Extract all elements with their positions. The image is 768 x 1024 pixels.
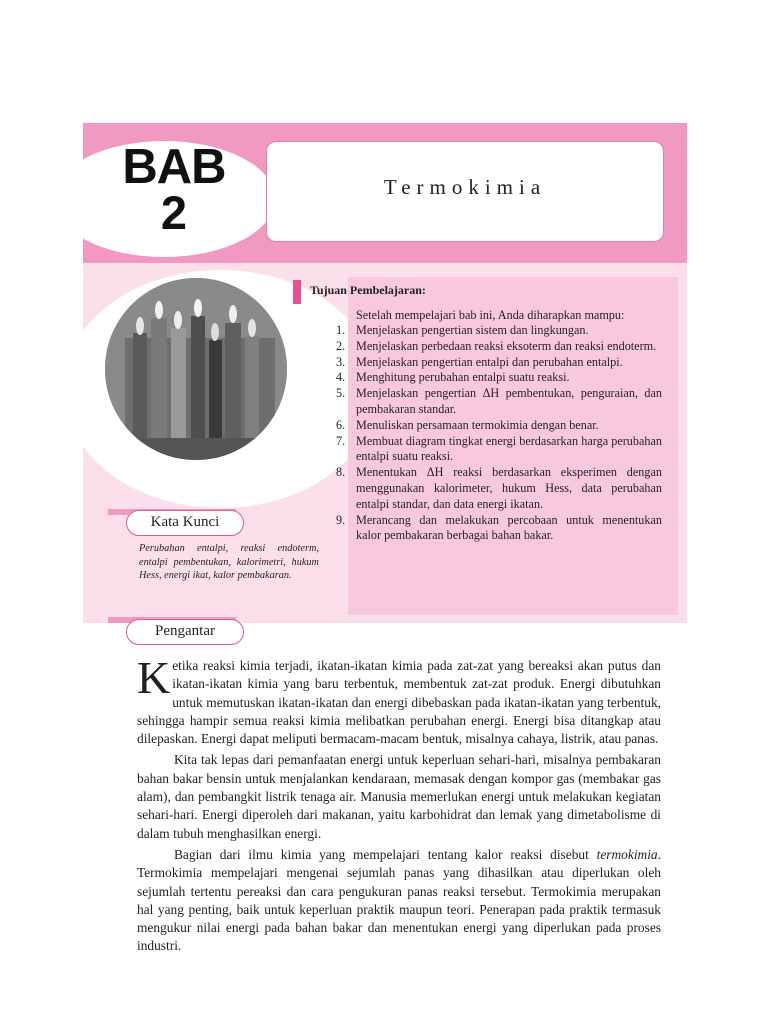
list-item: 8. Menentukan ΔH reaksi berdasarkan eksperimen dengan menggunakan kalorimeter, hukum Hess, data perubahan entalpi standar, dan data energi ikatan. bbox=[336, 465, 662, 511]
term-emphasis: termokimia bbox=[596, 846, 658, 862]
list-item: 5. Menjelaskan pengertian ΔH pembentukan, penguraian, dan pembakaran standar. bbox=[336, 386, 662, 416]
learning-goals-heading: Tujuan Pembelajaran: bbox=[310, 283, 426, 297]
candles-photo bbox=[105, 278, 287, 460]
list-item: 6. Menuliskan persamaan termokimia dengan benar. bbox=[336, 417, 599, 432]
list-item: 1. Menjelaskan pengertian sistem dan lingkungan. bbox=[336, 323, 589, 337]
chapter-label: BAB bbox=[122, 140, 226, 194]
list-item: 4. Menghitung perubahan entalpi suatu reaksi. bbox=[336, 370, 570, 385]
paragraph: Bagian dari ilmu kimia yang mempelajari tentang kalor reaksi disebut termokimia. Termokimia mempelajari mengenai sejumlah panas yang dihasilkan atau diperlukan oleh sejumlah tertentu pereaksi dan cara pengukuran panas reaksi tersebut. Termokimia merupakan hal yang penting, baik untuk keperluan praktik maupun teori. Penerapan pada praktik termasuk mengukur nilai energi pada bahan bakar dan menentukan energi yang diperlukan pada proses industri. bbox=[137, 846, 661, 954]
learning-goals-intro: Setelah mempelajari bab ini, Anda diharapkan mampu: bbox=[356, 308, 625, 322]
learning-goals-marker bbox=[293, 280, 301, 304]
keywords-label-pill bbox=[126, 510, 244, 536]
paragraph: Kita tak lepas dari pemanfaatan energi untuk keperluan sehari-hari, misalnya pembakaran bahan bakar bensin untuk menjalankan kendaraan, memasak dengan kompor gas (membakar gas alam), dan pembangkit listrik tenaga air. Manusia memerlukan energi untuk melakukan kegiatan sehari-hari. Energi diperoleh dari makanan, yaitu karbohidrat dan lemak yang dimetabolisme di dalam tubuh menghasilkan energi. bbox=[137, 752, 661, 841]
paragraph: Ketika reaksi kimia terjadi, ikatan-ikatan kimia pada zat-zat yang bereaksi akan putus dan ikatan-ikatan kimia yang baru terbentuk, membentuk zat-zat produk. Energi dibutuhkan untuk memutuskan ikatan-ikatan dan energi dibebaskan pada ikatan-ikatan yang terbentuk, sehingga hampir semua reaksi kimia melibatkan perubahan energi. Energi bisa ditangkap atau dilepaskan. Energi dapat meliputi bermacam-macam bentuk, misalnya cahaya, listrik, atau panas. bbox=[137, 652, 661, 747]
learning-goals-list bbox=[336, 323, 662, 544]
keywords-label: Kata Kunci bbox=[150, 514, 220, 530]
drop-cap: K bbox=[137, 652, 171, 703]
list-item: 3. Menjelaskan pengertian entalpi dan perubahan entalpi. bbox=[336, 354, 623, 369]
introduction-label: Pengantar bbox=[155, 623, 215, 639]
candles-illustration bbox=[105, 278, 287, 460]
keywords-text: Perubahan entalpi, reaksi endoterm, entalpi pembentukan, kalorimetri, hukum Hess, energi ikat, kalor pembakaran. bbox=[139, 543, 319, 581]
list-item: 9. Merancang dan melakukan percobaan untuk menentukan kalor pembakaran berbagai bahan bakar. bbox=[336, 512, 662, 543]
list-item: 2. Menjelaskan perbedaan reaksi eksoterm dan reaksi endoterm. bbox=[336, 338, 657, 353]
chapter-number: 2 bbox=[160, 186, 188, 239]
list-item: 7. Membuat diagram tingkat energi berdasarkan harga perubahan entalpi suatu reaksi. bbox=[336, 433, 662, 464]
chapter-title-box bbox=[266, 141, 664, 242]
introduction-body bbox=[137, 652, 661, 956]
chapter-title: Termokimia bbox=[383, 175, 547, 199]
chapter-header bbox=[83, 123, 687, 263]
introduction-label-pill bbox=[126, 619, 244, 645]
